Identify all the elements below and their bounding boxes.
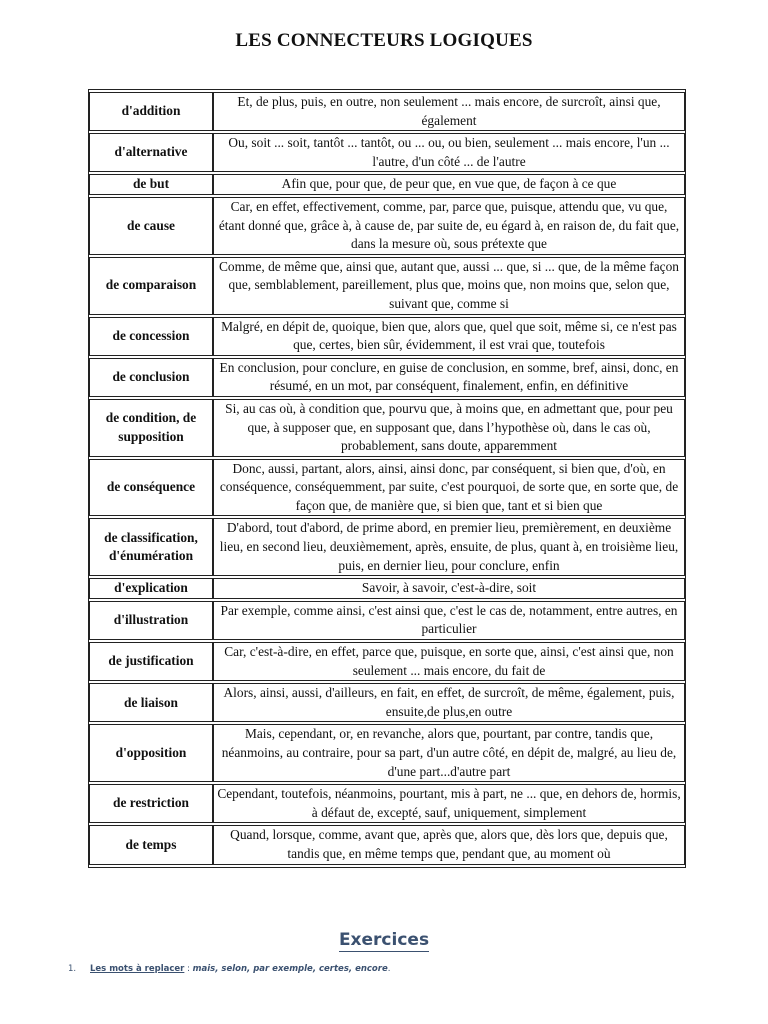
connector-category: de comparaison bbox=[89, 257, 213, 315]
table-row bbox=[89, 133, 685, 172]
connector-words: Par exemple, comme ainsi, c'est ainsi que, c'est le cas de, notamment, entre autres, en particulier bbox=[213, 601, 685, 640]
table-row bbox=[89, 642, 685, 681]
connector-category: de justification bbox=[89, 642, 213, 681]
table-row bbox=[89, 459, 685, 517]
connector-words: Donc, aussi, partant, alors, ainsi, ainsi donc, par conséquent, si bien que, d'où, en conséquence, conséquemment, par suite, c'est pourquoi, de sorte que, en sorte que, de façon que, de manière que, si bien que, tant et si bien que bbox=[213, 459, 685, 517]
exercise-item-separator: : bbox=[184, 964, 193, 974]
table-row bbox=[89, 197, 685, 255]
connector-category: de concession bbox=[89, 317, 213, 356]
table-row bbox=[89, 601, 685, 640]
table-row bbox=[89, 257, 685, 315]
connector-words: D'abord, tout d'abord, de prime abord, en premier lieu, premièrement, en deuxième lieu, en second lieu, deuxièmement, après, ensuite, de plus, quant à, en troisième lieu, puis, en dernier lieu, pour conclure, enfin bbox=[213, 518, 685, 576]
connector-category: d'opposition bbox=[89, 724, 213, 782]
exercises-heading-text: Exercices bbox=[338, 930, 430, 950]
table-row bbox=[89, 174, 685, 195]
table-row bbox=[89, 317, 685, 356]
connector-words: Quand, lorsque, comme, avant que, après que, alors que, dès lors que, depuis que, tandis que, en même temps que, pendant que, au moment où bbox=[213, 825, 685, 864]
connector-words: Malgré, en dépit de, quoique, bien que, alors que, quel que soit, même si, ce n'est pas que, certes, bien sûr, évidemment, il est vrai que, toutefois bbox=[213, 317, 685, 356]
table-row bbox=[89, 683, 685, 722]
connectors-table bbox=[88, 89, 686, 868]
connector-category: de conséquence bbox=[89, 459, 213, 517]
connector-words: Cependant, toutefois, néanmoins, pourtant, mis à part, ne ... que, en dehors de, hormis, à défaut de, excepté, sauf, uniquement, simplement bbox=[213, 784, 685, 823]
connector-words: Car, c'est-à-dire, en effet, parce que, puisque, en sorte que, ainsi, c'est ainsi que, non seulement ... mais encore, du fait de bbox=[213, 642, 685, 681]
exercise-item bbox=[68, 964, 390, 974]
page-title: LES CONNECTEURS LOGIQUES bbox=[235, 30, 533, 51]
exercise-item-end: . bbox=[387, 964, 391, 974]
connector-category: de condition, de supposition bbox=[89, 399, 213, 457]
exercise-item-lead: Les mots à replacer bbox=[90, 964, 185, 974]
connector-category: d'illustration bbox=[89, 601, 213, 640]
connectors-table-body bbox=[89, 92, 685, 865]
table-row bbox=[89, 358, 685, 397]
connector-category: de classification, d'énumération bbox=[89, 518, 213, 576]
exercises-heading bbox=[0, 930, 768, 950]
connector-words: Comme, de même que, ainsi que, autant que, aussi ... que, si ... que, de la même façon que, semblablement, pareillement, plus que, moins que, non moins que, selon que, suivant que, comme si bbox=[213, 257, 685, 315]
exercise-item-number: 1. bbox=[68, 964, 77, 974]
table-row bbox=[89, 518, 685, 576]
table-row bbox=[89, 724, 685, 782]
connector-words: Ou, soit ... soit, tantôt ... tantôt, ou ... ou, ou bien, seulement ... mais encore, l'un ... l'autre, d'un côté ... de l'autre bbox=[213, 133, 685, 172]
table-row bbox=[89, 784, 685, 823]
connector-category: de conclusion bbox=[89, 358, 213, 397]
connector-words: Afin que, pour que, de peur que, en vue que, de façon à ce que bbox=[213, 174, 685, 195]
connector-words: Car, en effet, effectivement, comme, par, parce que, puisque, attendu que, vu que, étant donné que, grâce à, à cause de, par suite de, eu égard à, en raison de, du fait que, dans la mesure où, sous prétexte que bbox=[213, 197, 685, 255]
connector-category: de restriction bbox=[89, 784, 213, 823]
connector-category: d'explication bbox=[89, 578, 213, 599]
connector-category: de but bbox=[89, 174, 213, 195]
connector-category: de temps bbox=[89, 825, 213, 864]
table-row bbox=[89, 399, 685, 457]
exercise-item-words: mais, selon, par exemple, certes, encore bbox=[192, 964, 388, 974]
connector-category: d'addition bbox=[89, 92, 213, 131]
connector-words: Et, de plus, puis, en outre, non seulement ... mais encore, de surcroît, ainsi que, également bbox=[213, 92, 685, 131]
table-row bbox=[89, 92, 685, 131]
table-row bbox=[89, 825, 685, 864]
connector-words: En conclusion, pour conclure, en guise de conclusion, en somme, bref, ainsi, donc, en résumé, en un mot, par conséquent, finalement, enfin, en définitive bbox=[213, 358, 685, 397]
table-row bbox=[89, 578, 685, 599]
connector-category: d'alternative bbox=[89, 133, 213, 172]
connector-words: Alors, ainsi, aussi, d'ailleurs, en fait, en effet, de surcroît, de même, également, puis, ensuite,de plus,en outre bbox=[213, 683, 685, 722]
connector-words: Savoir, à savoir, c'est-à-dire, soit bbox=[213, 578, 685, 599]
connector-words: Mais, cependant, or, en revanche, alors que, pourtant, par contre, tandis que, néanmoins, au contraire, pour sa part, d'un autre côté, en dépit de, malgré, au lieu de, d'une part...d'autre part bbox=[213, 724, 685, 782]
connector-words: Si, au cas où, à condition que, pourvu que, à moins que, en admettant que, pour peu que, à supposer que, en supposant que, dans l’hypothèse où, dans le cas où, probablement, sans doute, apparemment bbox=[213, 399, 685, 457]
connector-category: de cause bbox=[89, 197, 213, 255]
connector-category: de liaison bbox=[89, 683, 213, 722]
